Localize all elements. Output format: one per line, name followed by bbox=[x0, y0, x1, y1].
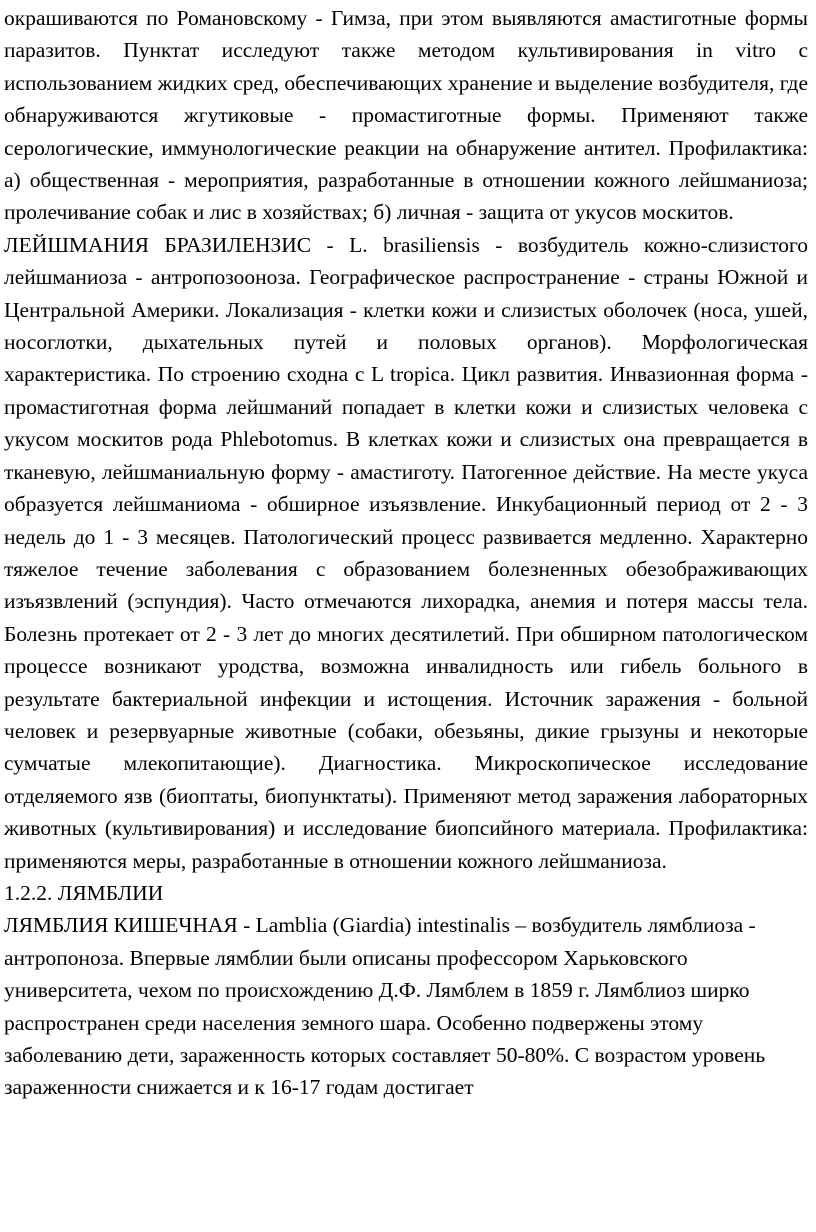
paragraph-leishmania-brasiliensis: ЛЕЙШМАНИЯ БРАЗИЛЕНЗИС - L. brasiliensis - возбудитель кожно-слизистого лейшманиоза - антропозооноза. Географическое распространение - страны Южной и Центральной Америки. Локализация - клетки кожи и слизистых оболочек (носа, ушей, носоглотки, дыхательных путей и половых органов). Морфологическая характеристика. По строению сходна с L tropica. Цикл развития. Инвазионная форма - промастиготная форма лейшманий попадает в клетки кожи и слизистых человека с укусом москитов рода Phlebotomus. В клетках кожи и слизистых она превращается в тканевую, лейшманиальную форму - амастиготу. Патогенное действие. На месте укуса образуется лейшманиома - обширное изъязвление. Инкубационный период от 2 - 3 недель до 1 - 3 месяцев. Патологический процесс развивается медленно. Характерно тяжелое течение заболевания с образованием болезненных обезображивающих изъязвлений (эспундия). Часто отмечаются лихорадка, анемия и потеря массы тела. Болезнь протекает от 2 - 3 лет до многих десятилетий. При обширном патологическом процессе возникают уродства, возможна инвалидность или гибель больного в результате бактериальной инфекции и истощения. Источник заражения - больной человек и резервуарные животные (собаки, обезьяны, дикие грызуны и некоторые сумчатые млекопитающие). Диагностика. Микроскопическое исследование отделяемого язв (биоптаты, биопунктаты). Применяют метод заражения лабораторных животных (культивирования) и исследование биопсийного материала. Профилактика: применяются меры, разработанные в отношении кожного лейшманиоза. bbox=[4, 232, 808, 873]
section-heading-lamblia: 1.2.2. ЛЯМБЛИИ bbox=[4, 880, 164, 905]
paragraph-diagnostics-prophylaxis: окрашиваются по Романовскому - Гимза, при этом выявляются амастиготные формы паразитов. Пунктат исследуют также методом культивирования in vitro с использованием жидких сред, обеспечивающих хранение и выделение возбудителя, где обнаруживаются жгутиковые - промастиготные формы. Применяют также серологические, иммунологические реакции на обнаружение антител. Профилактика: а) общественная - мероприятия, разработанные в отношении кожного лейшманиоза; пролечивание собак и лис в хозяйствах; б) личная - защита от укусов москитов. bbox=[4, 6, 808, 225]
paragraph-lamblia-intestinalis: ЛЯМБЛИЯ КИШЕЧНАЯ - Lamblia (Giardia) intestinalis – возбудитель лямблиоза - антропоноза. Впервые лямблии были описаны профессором Харьковского университета, чехом по происхождению Д.Ф. Лямблем в 1859 г. Лямблиоз ширко распространен среди населения земного шара. Особенно подвержены этому заболеванию дети, зараженность которых составляет 50-80%. С возрастом уровень зараженности снижается и к 16-17 годам достигает bbox=[4, 913, 766, 1100]
